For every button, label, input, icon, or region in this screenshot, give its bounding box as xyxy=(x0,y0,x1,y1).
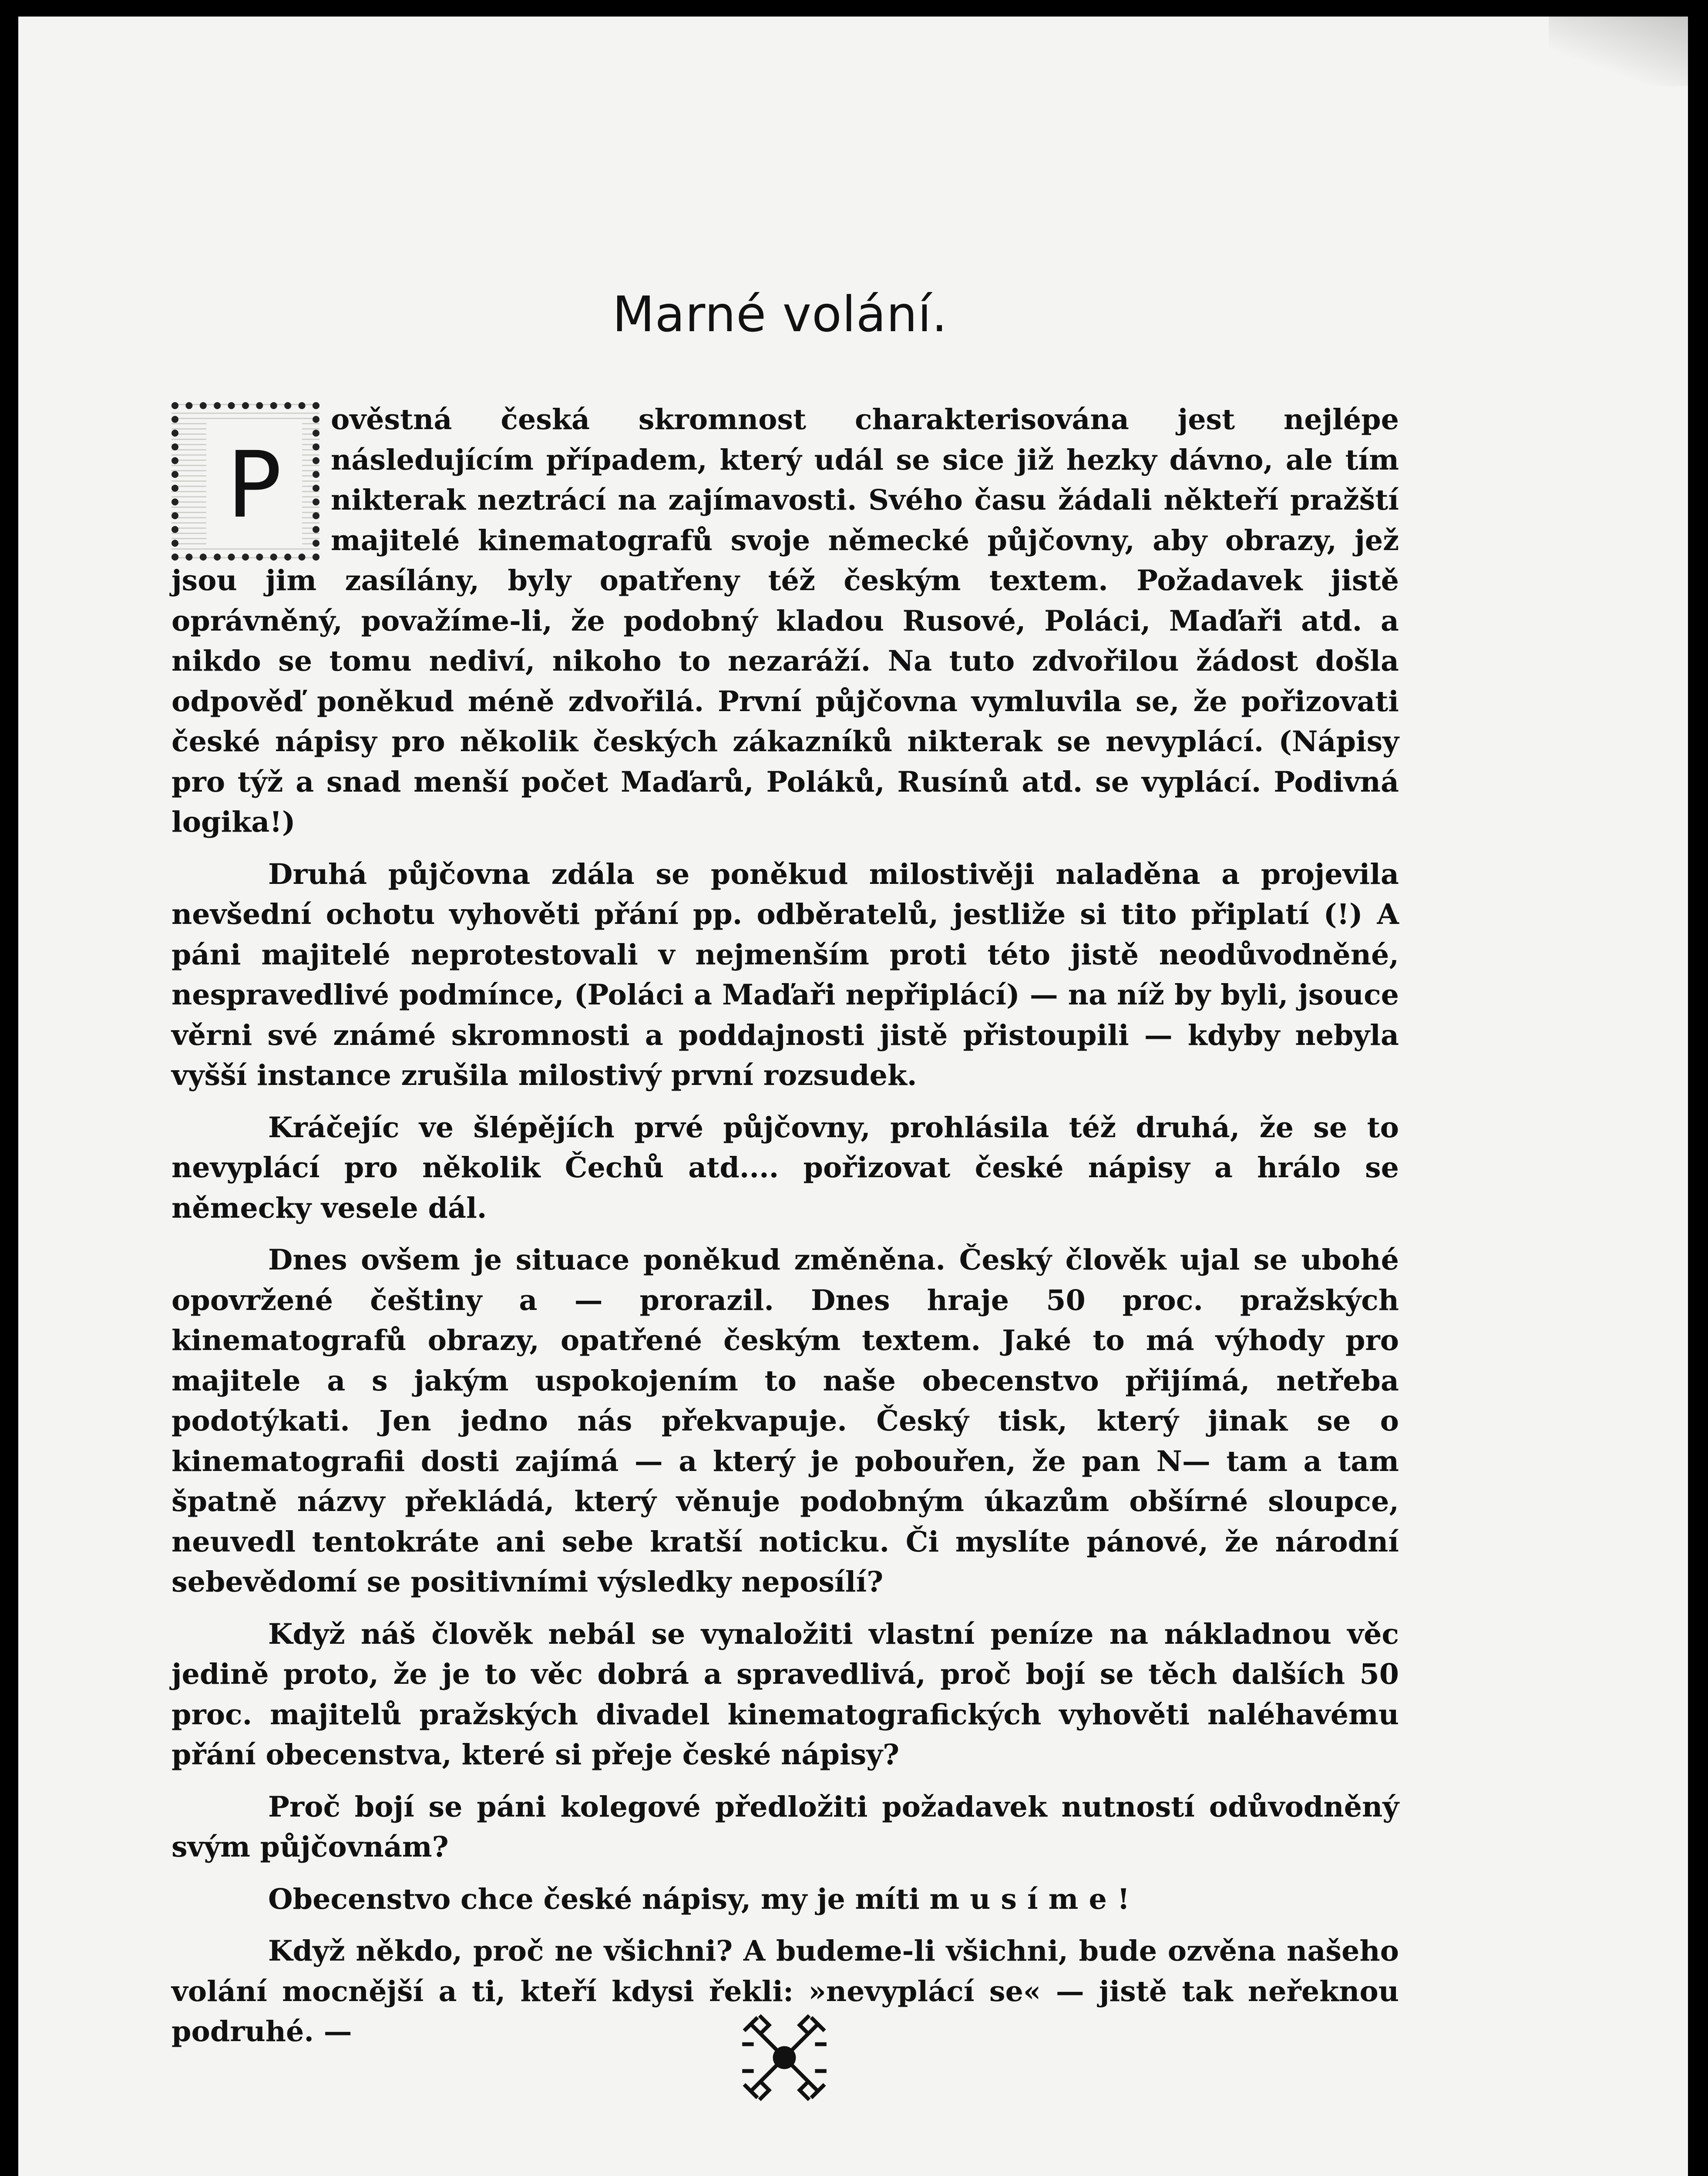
paragraph-2: Druhá půjčovna zdála se poněkud milostivěji naladěna a projevila nevšední ochotu vyhověti přání pp. odběratelů, jestliže si tito připlatí (!) A páni majitelé neprotestovali v nejmenším proti této jistě neodůvodněné, nespravedlivé podmínce, (Poláci a Maďaři nepřiplácí) — na níž by byli, jsouce věrni své známé skromnosti a poddajnosti jistě přistoupili — kdyby nebyla vyšší instance zrušila milostivý první rozsudek. xyxy=(171,857,1399,1092)
paragraph-1 xyxy=(171,400,1399,843)
paragraph-5: Když náš člověk nebál se vynaložiti vlastní peníze na nákladnou věc jedině proto, že je to věc dobrá a spravedlivá, proč bojí se těch dalších 50 proc. majitelů pražských divadel kinematografických vyhověti naléhavému přání obecenstva, které si přeje české nápisy? xyxy=(171,1617,1399,1771)
paragraph-4: Dnes ovšem je situace poněkud změněna. Český člověk ujal se ubohé opovržené češtiny a — prorazil. Dnes hraje 50 proc. pražských kinematografů obrazy, opatřené českým textem. Jaké to má výhody pro majitele a s jakým uspokojením to naše obecenstvo přijímá, netřeba podotýkati. Jen jedno nás překvapuje. Český tisk, který jinak se o kinematografii dosti zajímá — a který je pobouřen, že pan N— tam a tam špatně názvy překládá, který věnuje podobným úkazům obšírné sloupce, neuvedl tentokráte ani sebe kratší noticku. Či myslíte pánové, že národní sebevědomí se positivními výsledky neposílí? xyxy=(171,1243,1399,1598)
paragraph-3: Kráčejíc ve šlépějích prvé půjčovny, prohlásila též druhá, že se to nevyplácí pro několik Čechů atd.... pořizovat české nápisy a hrálo se německy vesele dál. xyxy=(171,1111,1399,1225)
article-title: Marné volání. xyxy=(612,286,948,343)
scan-shadow xyxy=(1549,17,1688,86)
paragraph-7 xyxy=(171,1879,1399,1920)
paragraph-7-text: Obecenstvo chce české nápisy, my je míti xyxy=(268,1882,920,1916)
paragraph-1-text: ověstná česká skromnost charakterisována jest nejlépe následujícím případem, který udál se sice již hezky dávno, ale tím nikterak neztrácí na zajímavosti. Svého času žádali někteří pražští majitelé kinematografů svoje německé půjčovny, aby obrazy, jež jsou jim zasílány, byly opatřeny též českým textem. Požadavek jistě oprávněný, považíme-li, že podobný kladou Rusové, Poláci, Maďaři atd. a nikdo se tomu nediví, nikoho to nezaráží. Na tuto zdvořilou žádost došla odpověď poněkud méně zdvořilá. První půjčovna vymluvila se, že pořizovati české nápisy pro několik českých zákazníků nikterak se nevyplácí. (Nápisy pro týž a snad menší počet Maďarů, Poláků, Rusínů atd. se vyplácí. Podivná logika!) xyxy=(171,403,1399,839)
article-body xyxy=(171,400,1399,2064)
cross-ornament-icon xyxy=(736,2010,832,2105)
dropcap-letter: P xyxy=(226,432,282,538)
document-page xyxy=(18,17,1688,2176)
paragraph-6: Proč bojí se páni kolegové předložiti požadavek nutností odůvodněný svým půjčovnám? xyxy=(171,1790,1399,1864)
emphasis-musime: musíme! xyxy=(929,1882,1140,1916)
paragraph-8: Když někdo, proč ne všichni? A budeme-li všichni, bude ozvěna našeho volání mocnější a ti, kteří kdysi řekli: »nevyplácí se« — jistě tak neřeknou podruhé. — xyxy=(171,1934,1399,2048)
dropcap-ornament xyxy=(171,402,319,561)
